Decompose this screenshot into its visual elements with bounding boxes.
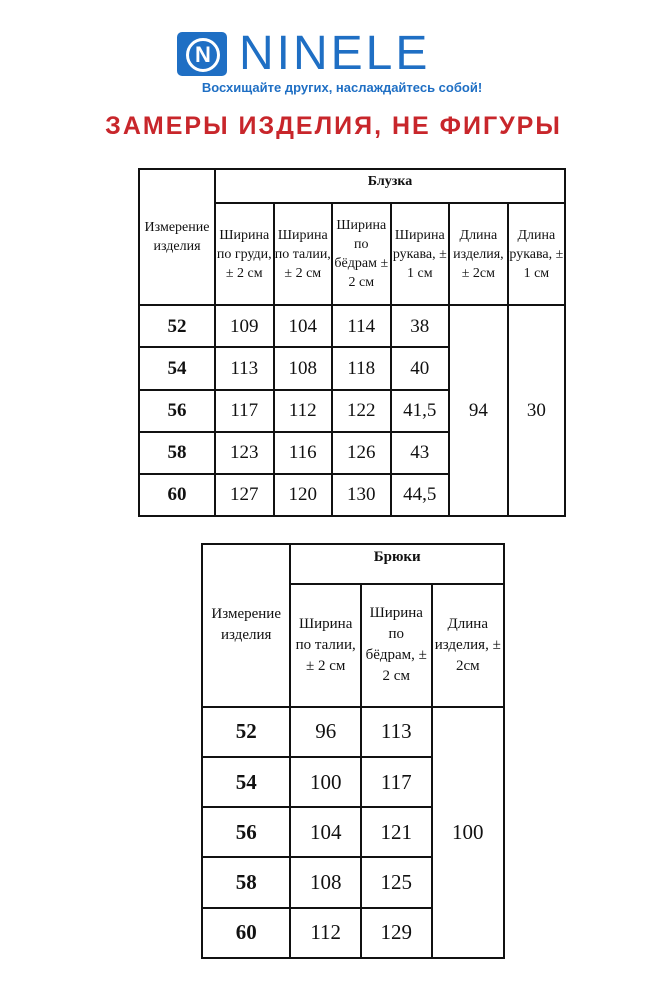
value-cell: 121 <box>361 807 432 857</box>
value-cell: 116 <box>274 432 333 474</box>
table-row <box>202 707 504 757</box>
blouse-col-sleeve-length: Длина рукава, ± 1 см <box>508 203 565 305</box>
value-cell: 100 <box>290 757 361 807</box>
value-cell: 120 <box>274 474 333 516</box>
value-cell: 41,5 <box>391 390 450 432</box>
value-cell: 112 <box>290 908 361 958</box>
trousers-length-cell: 100 <box>432 707 504 958</box>
value-cell: 108 <box>290 857 361 907</box>
value-cell: 108 <box>274 347 333 389</box>
trousers-row-header: Измерение изделия <box>202 544 290 707</box>
size-cell: 54 <box>139 347 215 389</box>
table-row <box>139 305 565 347</box>
value-cell: 114 <box>332 305 391 347</box>
value-cell: 117 <box>215 390 274 432</box>
size-cell: 60 <box>139 474 215 516</box>
size-cell: 52 <box>202 707 290 757</box>
value-cell: 129 <box>361 908 432 958</box>
value-cell: 40 <box>391 347 450 389</box>
logo-n-icon: N <box>177 32 227 76</box>
value-cell: 123 <box>215 432 274 474</box>
value-cell: 122 <box>332 390 391 432</box>
blouse-col-waist: Ширина по талии, ± 2 см <box>274 203 333 305</box>
value-cell: 43 <box>391 432 450 474</box>
brand-logo <box>177 27 507 100</box>
value-cell: 125 <box>361 857 432 907</box>
value-cell: 104 <box>274 305 333 347</box>
brand-slogan: Восхищайте других, наслаждайтесь собой! <box>201 80 483 95</box>
blouse-title: Блузка <box>215 169 565 203</box>
blouse-col-chest: Ширина по груди, ± 2 см <box>215 203 274 305</box>
value-cell: 113 <box>215 347 274 389</box>
trousers-col-waist: Ширина по талии, ± 2 см <box>290 584 361 707</box>
size-cell: 60 <box>202 908 290 958</box>
brand-name: NINELE <box>239 27 431 80</box>
value-cell: 109 <box>215 305 274 347</box>
value-cell: 44,5 <box>391 474 450 516</box>
value-cell: 104 <box>290 807 361 857</box>
value-cell: 117 <box>361 757 432 807</box>
trousers-col-length: Длина изделия, ± 2см <box>432 584 504 707</box>
trousers-col-hips: Ширина по бёдрам, ± 2 см <box>361 584 432 707</box>
trousers-title: Брюки <box>290 544 504 584</box>
value-cell: 127 <box>215 474 274 516</box>
size-cell: 58 <box>202 857 290 907</box>
value-cell: 38 <box>391 305 450 347</box>
size-cell: 58 <box>139 432 215 474</box>
blouse-length-cell: 94 <box>449 305 508 516</box>
size-cell: 54 <box>202 757 290 807</box>
blouse-col-length: Длина изделия, ± 2см <box>449 203 508 305</box>
blouse-col-hips: Ширина по бёдрам ± 2 см <box>332 203 391 305</box>
value-cell: 96 <box>290 707 361 757</box>
size-cell: 56 <box>139 390 215 432</box>
value-cell: 130 <box>332 474 391 516</box>
size-cell: 56 <box>202 807 290 857</box>
blouse-sleeve-length-cell: 30 <box>508 305 565 516</box>
value-cell: 126 <box>332 432 391 474</box>
size-cell: 52 <box>139 305 215 347</box>
value-cell: 118 <box>332 347 391 389</box>
value-cell: 112 <box>274 390 333 432</box>
trousers-size-table <box>201 543 505 959</box>
blouse-col-sleeve-width: Ширина рукава, ± 1 см <box>391 203 450 305</box>
blouse-row-header: Измерение изделия <box>139 169 215 305</box>
blouse-size-table <box>138 168 566 517</box>
page-headline: ЗАМЕРЫ ИЗДЕЛИЯ, НЕ ФИГУРЫ <box>105 112 562 140</box>
value-cell: 113 <box>361 707 432 757</box>
